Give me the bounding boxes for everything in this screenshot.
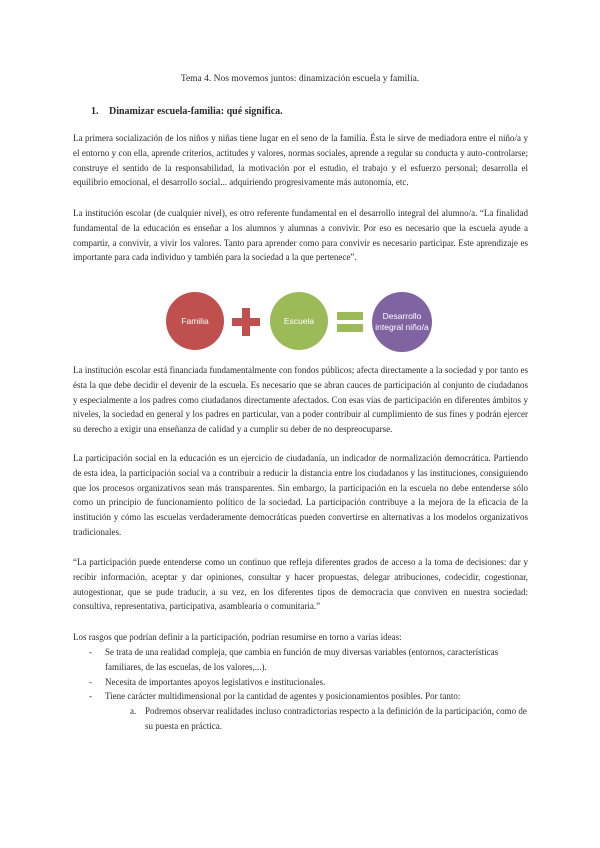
section-heading [91, 106, 283, 117]
sub-list-item [73, 704, 533, 734]
section-heading-text: Dinamizar escuela-familia: qué significa. [109, 106, 283, 117]
list-item-text: Tiene carácter multidimensional por la cantidad de agentes y posicionamientos posibles. Por tanto: [105, 691, 461, 702]
paragraph-2: La institución escolar (de cualquier nivel), es otro referente fundamental en el desarrollo integral del alumno/a. “La finalidad fundamental de la educación es enseñar a los alumnos y alumnas a convivir. Por eso es necesario que la escuela ayude a compartir, a convivir, a vivir los valores. Tanto para aprender como para convivir es necesario participar. Este aprendizaje es importante para cada individuo y también para la sociedad a la que pertenece”. [73, 208, 528, 263]
bullet-dash: - [89, 647, 92, 657]
paragraph-1: La primera socialización de los niños y niñas tiene lugar en el seno de la familia. Ésta le sirve de mediadora entre el niño/a y el entorno y con ella, aprende criterios, actitudes y valores, normas sociales, aprende a regular su conducta y auto-controlarse; construye el sentido de la responsabilidad, la motivación por el estudio, el trabajo y el esfuerzo personal; desarrolla el equilibrio emocional, el desarrollo social... adquiriendo progresivamente más autonomía, etc. [73, 133, 528, 188]
list-item [73, 689, 533, 704]
section-number: 1. [91, 106, 99, 117]
features-list [73, 645, 533, 734]
escuela-circle: Escuela [270, 292, 328, 350]
list-item [73, 645, 533, 675]
bullet-dash: - [89, 676, 92, 687]
document-title: Tema 4. Nos movemos juntos: dinamización escuela y familia. [180, 74, 420, 84]
paragraph-4: La participación social en la educación es un ejercicio de ciudadanía, un indicador de normalización democrática. Partiendo de esta idea, la participación social va a contribuir a reducir la distancia entre los ciudadanos y las instituciones, consiguiendo que los procesos organizativos sean más transparentes. Sin embargo, la participación en la escuela no debe entenderse sólo como un principio de funcionamiento político de la sociedad. La participación contribuye a la mejora de la eficacia de la institución y cómo las escuelas verdaderamente democráticas pueden convertirse en alternativas a los modelos organizativos tradicionales. [73, 453, 528, 537]
bullet-dash: - [89, 691, 92, 702]
participation-diagram [0, 292, 600, 354]
sub-item-text: Podremos observar realidades incluso contradictorias respecto a la definición de la participación, como de su puesta en práctica. [145, 706, 527, 731]
list-item-text: Se trata de una realidad compleja, que cambia en función de muy diversas variables (entornos, características familiares, de las escuelas, de los valores,...). [105, 647, 499, 672]
plus-icon [232, 308, 260, 336]
desarrollo-circle: Desarrollo integral niño/a [372, 292, 432, 352]
equals-icon [337, 310, 363, 334]
list-item-text: Necesita de importantes apoyos legislativos e institucionales. [105, 676, 326, 687]
sub-item-marker: a. [130, 706, 137, 717]
paragraph-3: La institución escolar está financiada fundamentalmente con fondos públicos; afecta directamente a la sociedad y por tanto es ésta la que debe decidir el devenir de la escuela. Es necesario que se abran cauces de participación al conjunto de ciudadanos y especialmente a los padres como ciudadanos directamente afectados. Con esas vías de participación en diferentes ámbitos y niveles, la sociedad en general y los padres en particular, van a poder contribuir al cumplimiento de sus fines y podrán ejercer su derecho a exigir una enseñanza de calidad y a cumplir su deber de no despreocuparse. [73, 365, 528, 435]
paragraph-6: Los rasgos que podrían definir a la participación, podrían resumirse en torno a varias ideas: [73, 632, 402, 642]
familia-circle: Familia [166, 292, 224, 350]
list-item [73, 675, 533, 690]
paragraph-5-quote: “La participación puede entenderse como un continuo que refleja diferentes grados de acceso a la toma de decisiones: dar y recibir información, aceptar y dar opiniones, consultar y hacer propuestas, delegar atribuciones, codecidir, cogestionar, autogestionar, que se pude traducir, a su vez, en los diferentes tipos de democracia que conviven en nuestra sociedad: consultiva, representativa, participativa, asamblearia o comunitaria.” [73, 557, 528, 612]
